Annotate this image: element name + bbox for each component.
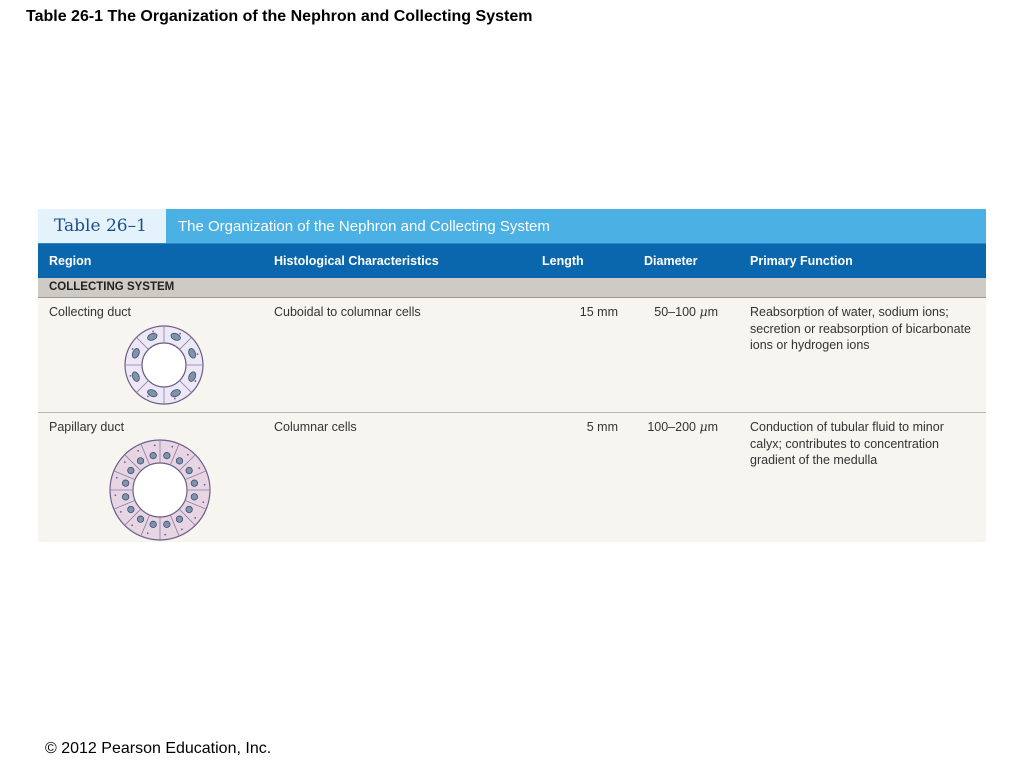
table-row xyxy=(38,298,986,413)
cell-granule xyxy=(131,524,133,526)
nephron-table xyxy=(38,209,986,542)
cell-nucleus xyxy=(150,521,156,527)
cell-granule xyxy=(194,517,196,519)
header-histology: Histological Characteristics xyxy=(274,254,439,268)
table-title: The Organization of the Nephron and Collecting System xyxy=(178,218,550,235)
diameter-unit: m xyxy=(707,420,718,434)
cell-nucleus xyxy=(128,506,134,512)
cell-granule xyxy=(179,333,181,335)
mu-symbol: μ xyxy=(699,419,708,434)
cell-granule xyxy=(181,528,183,530)
cell-granule xyxy=(114,494,116,496)
section-label: COLLECTING SYSTEM xyxy=(49,281,175,293)
cell-nucleus xyxy=(122,494,128,500)
cell-granule xyxy=(171,446,173,448)
cell-granule xyxy=(187,454,189,456)
cell-granule xyxy=(124,461,126,463)
diameter-value: 50–100 xyxy=(654,305,700,319)
cell-nucleus xyxy=(191,494,197,500)
cell-granule xyxy=(204,484,206,486)
cell-granule xyxy=(120,511,122,513)
cell-histology: Cuboidal to columnar cells xyxy=(274,305,421,319)
cell-granule xyxy=(137,450,139,452)
cell-granule xyxy=(116,477,118,479)
header-diameter: Diameter xyxy=(644,254,698,268)
cell-granule xyxy=(164,534,166,536)
cell-granule xyxy=(152,331,154,333)
cell-granule xyxy=(130,375,132,377)
duct-lumen xyxy=(142,343,186,387)
diameter-value: 100–200 xyxy=(647,420,700,434)
header-region: Region xyxy=(49,254,92,268)
cell-region: Collecting duct xyxy=(49,305,131,319)
cell-nucleus xyxy=(186,506,192,512)
header-function: Primary Function xyxy=(750,254,853,268)
cell-diameter xyxy=(634,419,718,436)
cell-granule xyxy=(132,348,134,350)
cell-granule xyxy=(147,395,149,397)
cell-histology: Columnar cells xyxy=(274,420,357,434)
mu-symbol: μ xyxy=(699,304,708,319)
cell-function: Reabsorption of water, sodium ions; secretion or reabsorption of bicarbonate ions or hydrogen ions xyxy=(750,305,971,352)
cell-granule xyxy=(198,467,200,469)
cell-granule xyxy=(197,353,199,355)
section-row xyxy=(38,278,986,298)
duct-lumen xyxy=(133,463,187,517)
copyright-footer: © 2012 Pearson Education, Inc. xyxy=(45,740,272,757)
header-length: Length xyxy=(542,254,584,268)
cell-granule xyxy=(174,398,176,400)
cell-nucleus xyxy=(137,516,143,522)
cell-region: Papillary duct xyxy=(49,420,125,434)
cell-nucleus xyxy=(186,467,192,473)
cell-granule xyxy=(194,380,196,382)
cell-nucleus xyxy=(122,480,128,486)
cell-granule xyxy=(202,501,204,503)
diameter-unit: m xyxy=(707,305,718,319)
cell-nucleus xyxy=(150,452,156,458)
cell-diameter xyxy=(634,304,718,321)
papillary-duct-illustration xyxy=(108,438,212,542)
cell-nucleus xyxy=(164,452,170,458)
table-number-tab xyxy=(38,209,166,243)
slide-title: Table 26-1 The Organization of the Nephron and Collecting System xyxy=(26,8,533,25)
cell-nucleus xyxy=(176,516,182,522)
cell-granule xyxy=(154,444,156,446)
table-row xyxy=(38,413,986,542)
cell-length: 15 mm xyxy=(579,305,618,319)
cell-granule xyxy=(147,532,149,534)
cell-length: 5 mm xyxy=(586,420,618,434)
cell-nucleus xyxy=(176,458,182,464)
cell-nucleus xyxy=(164,521,170,527)
cell-nucleus xyxy=(191,480,197,486)
table-title-bar xyxy=(38,209,986,243)
cell-nucleus xyxy=(128,467,134,473)
cell-nucleus xyxy=(137,458,143,464)
collecting-duct-illustration xyxy=(122,323,206,407)
table-number: Table 26–1 xyxy=(54,216,147,236)
cell-function: Conduction of tubular fluid to minor calyx; contributes to concentration gradient of the medulla xyxy=(750,420,944,467)
table-header-row xyxy=(38,243,986,278)
